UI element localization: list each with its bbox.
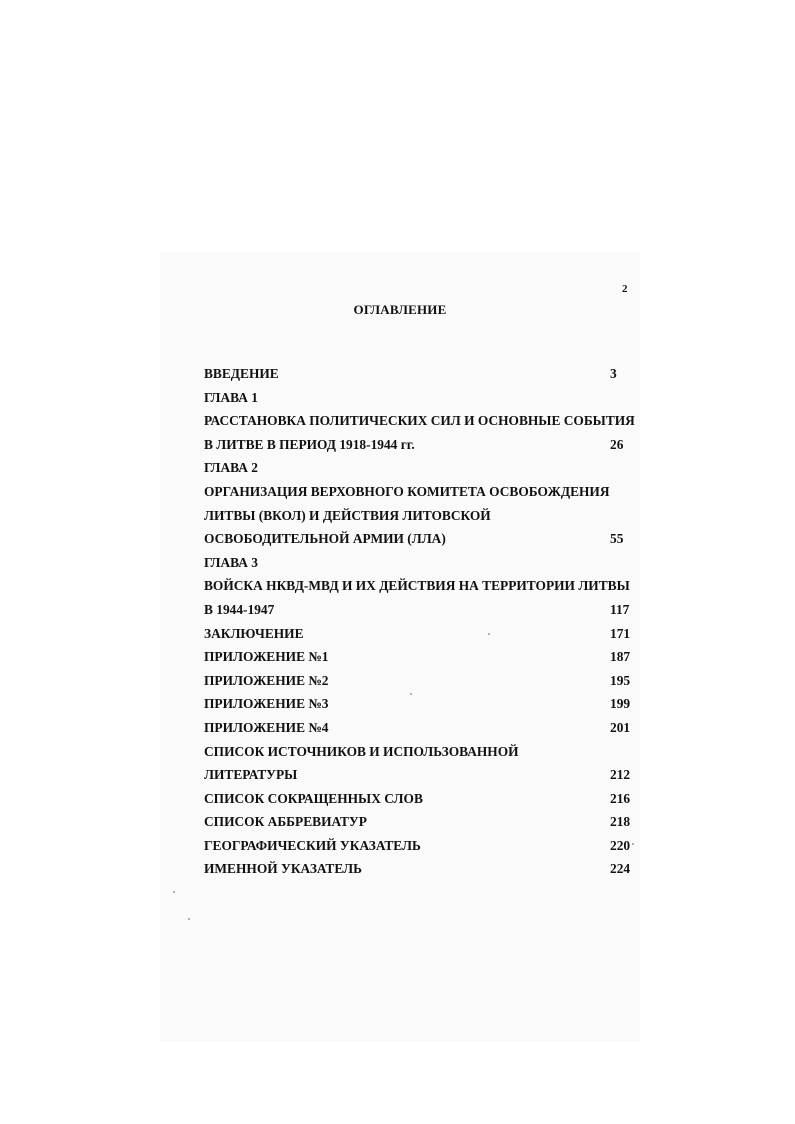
toc-entry [204,551,636,575]
toc-entry [204,386,636,410]
toc-entry-title: ВОЙСКА НКВД-МВД И ИХ ДЕЙСТВИЯ НА ТЕРРИТОРИИ ЛИТВЫ [204,578,630,594]
toc-entry-page: 117 [610,601,630,617]
toc-entry-page: 3 [610,366,617,381]
toc-entry-title: ПРИЛОЖЕНИЕ №3 [204,696,329,712]
toc-entry-page: 55 [610,531,624,547]
toc-entry-title: СПИСОК ИСТОЧНИКОВ И ИСПОЛЬЗОВАННОЙ [204,743,519,759]
page-number: 2 [622,283,628,295]
toc-entry-title: ГЛАВА 1 [204,389,258,405]
toc-title: ОГЛАВЛЕНИЕ [353,302,447,317]
toc-entry-page: 187 [610,649,631,665]
scan-speck [410,693,412,695]
toc-entry-title: ГЛАВА 2 [204,460,258,476]
toc-entry-page: 224 [610,861,631,877]
toc-entry-title: СПИСОК СОКРАЩЕННЫХ СЛОВ [204,790,423,806]
toc-entry-page: 218 [610,814,631,830]
scan-speck [188,918,190,920]
toc-entry-page: 216 [610,790,631,806]
toc-entry [204,598,636,622]
toc-entry [204,857,636,881]
toc-entry-page: 171 [610,625,631,641]
scan-speck [488,633,490,635]
toc-entry [204,716,636,740]
toc-entry [204,527,636,551]
toc-entry [204,409,636,433]
scan-speck [173,891,175,893]
toc-entry [204,645,636,669]
toc-entry [204,740,636,764]
toc-entry-title: ОСВОБОДИТЕЛЬНОЙ АРМИИ (ЛЛА) [204,531,446,547]
toc-entry-page: 220 [610,837,631,853]
toc-entry-title: ОРГАНИЗАЦИЯ ВЕРХОВНОГО КОМИТЕТА ОСВОБОЖДЕНИЯ [204,483,610,499]
toc-entry [204,362,636,386]
toc-entry-title: СПИСОК АББРЕВИАТУР [204,814,367,830]
toc-entry [204,622,636,646]
toc-entry-page: 199 [610,696,631,712]
table-of-contents [204,362,636,881]
toc-entry [204,763,636,787]
toc-entry-page: 195 [610,672,631,688]
scan-speck [632,843,634,845]
toc-entry [204,787,636,811]
toc-entry-title: В 1944-1947 [204,601,275,617]
toc-entry-title: ЛИТВЫ (ВКОЛ) И ДЕЙСТВИЯ ЛИТОВСКОЙ [204,507,491,523]
toc-entry-title: ПРИЛОЖЕНИЕ №2 [204,672,329,688]
toc-entry [204,834,636,858]
toc-entry [204,574,636,598]
toc-entry-title: ИМЕННОЙ УКАЗАТЕЛЬ [204,861,362,877]
toc-entry-page: 212 [610,767,631,783]
toc-entry-title: В ЛИТВЕ В ПЕРИОД 1918-1944 гг. [204,436,415,452]
toc-entry-title: ПРИЛОЖЕНИЕ №4 [204,719,329,735]
toc-entry-title: ВВЕДЕНИЕ [204,366,279,381]
toc-entry [204,480,636,504]
toc-entry-page: 26 [610,436,624,452]
toc-entry-title: ЛИТЕРАТУРЫ [204,767,298,783]
toc-entry-title: ЗАКЛЮЧЕНИЕ [204,625,304,641]
toc-entry-title: ПРИЛОЖЕНИЕ №1 [204,649,329,665]
toc-entry-title: ГЛАВА 3 [204,554,258,570]
toc-entry [204,456,636,480]
toc-entry-page: 201 [610,719,631,735]
toc-entry [204,433,636,457]
toc-entry [204,810,636,834]
toc-entry-title: РАССТАНОВКА ПОЛИТИЧЕСКИХ СИЛ И ОСНОВНЫЕ СОБЫТИЯ [204,413,635,429]
toc-entry [204,692,636,716]
toc-entry-title: ГЕОГРАФИЧЕСКИЙ УКАЗАТЕЛЬ [204,837,421,853]
toc-entry [204,669,636,693]
toc-entry [204,504,636,528]
